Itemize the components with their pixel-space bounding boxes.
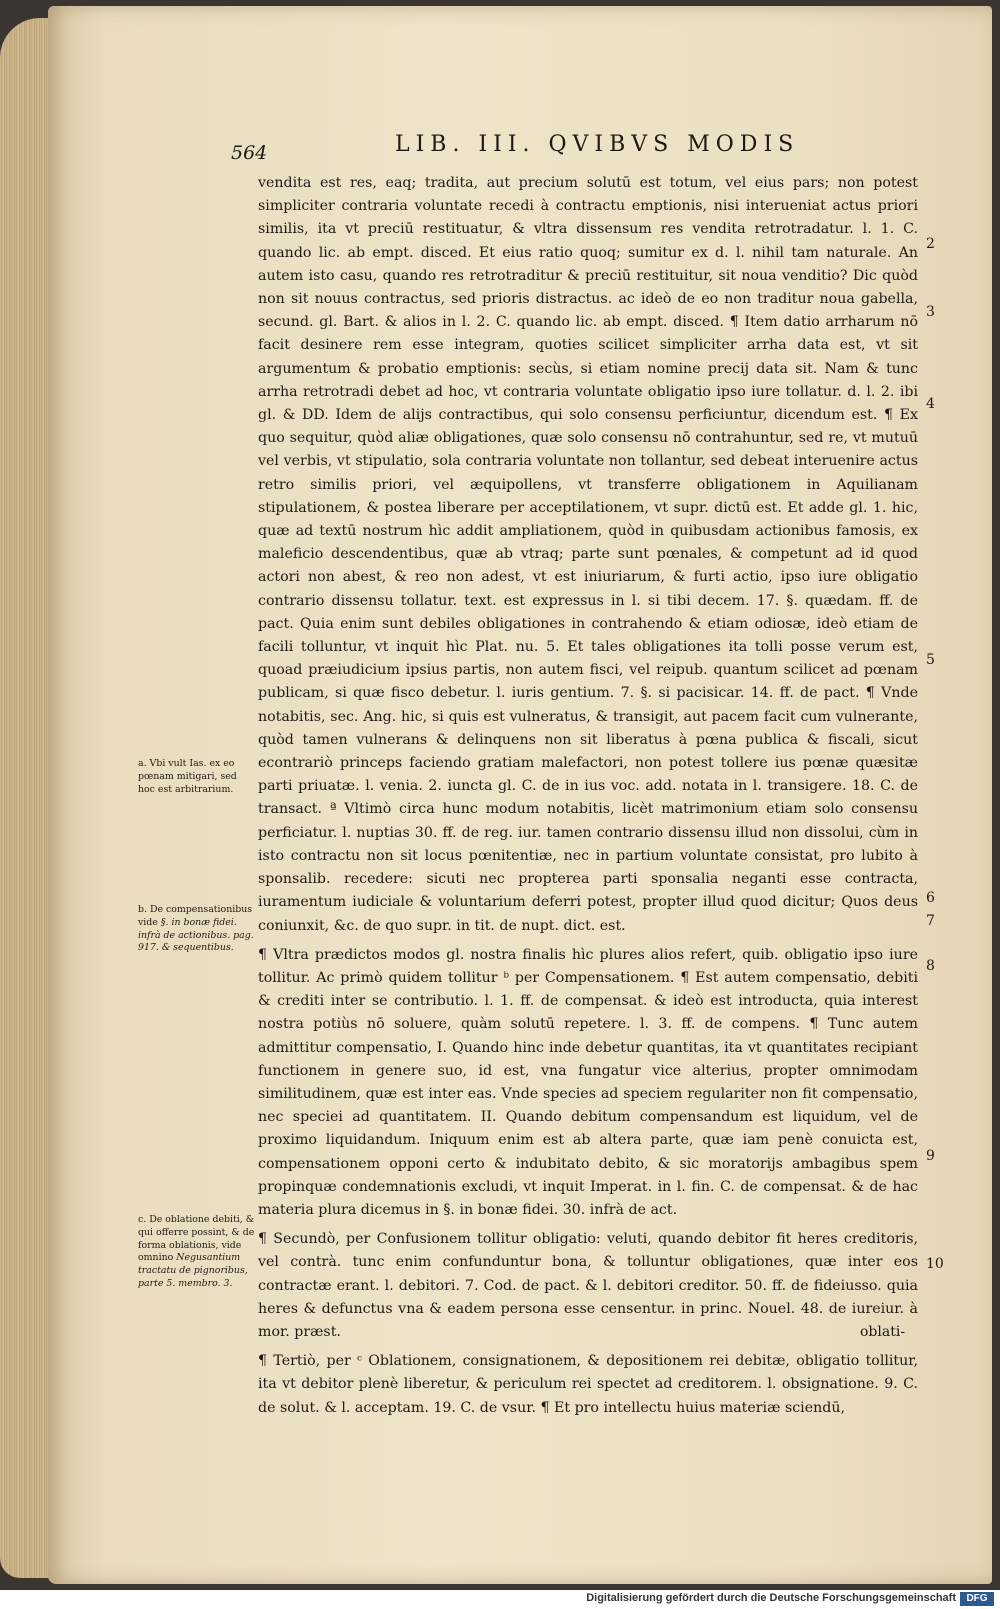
margin-number: 9: [926, 1148, 935, 1164]
margin-number: 5: [926, 652, 935, 668]
margin-number: 2: [926, 236, 935, 252]
catchword: oblati-: [860, 1324, 906, 1340]
paragraph-1: vendita est res, eaq; tradita, aut precium solutū est totum, vel eius pars; non potest simpliciter contraria voluntate recedi à contractu emptionis, nisi interueniat actus priori similis, ita vt preciū restituatur, & vltra dissensum res vendita retrotradatur. l. 1. C. quando lic. ab empt. disced. Et eius ratio quoq; sumitur ex d. l. nihil tam naturale. An autem isto casu, quando res retrotraditur & preciū restituitur, sit noua venditio? Dic quòd non sit nouus contractus, sed prioris distractus. ac ideò de eo non traditur noua gabella, secund. gl. Bart. & alios in l. 2. C. quando lic. ab empt. disced. ¶ Item datio arrharum nō facit desinere rem esse integram, quoties scilicet simpliciter arrha data est, vt sit argumentum & probatio emptionis: secùs, si etiam nomine precij data sit. Nam & tunc arrha retrotradi debet ad hoc, vt contraria voluntate obligatio ipso iure tollatur. d. l. 2. ibi gl. & DD. Idem de alijs contractibus, qui solo consensu perficiuntur, dicendum est. ¶ Ex quo sequitur, quòd aliæ obligationes, quæ solo consensu nō contrahuntur, sed re, vt mutuū vel verbis, vt stipulatio, sola contraria voluntate non tollantur, sed debeat interuenire actus retro similis priori, vel æquipollens, vt transferre obligationem in Aquilianam stipulationem, & postea liberare per acceptilationem, vt supr. dictū est. Et adde gl. 1. hic, quæ ad textū nostrum hìc addit ampliationem, quòd in quibusdam actionibus famosis, ex maleficio descendentibus, quæ ab vtraq; parte sunt pœnales, & competunt ad id quod actori non abest, & reo non adest, vt est iniuriarum, & furti actio, ipso iure obligatio contrario dissensu tollatur. text. est expressus in l. si tibi decem. 17. §. quædam. ff. de pact. Quia enim sunt debiles obligationes in contrahendo & etiam odiosæ, ideò etiam de facili tolluntur, vt inquit hìc Plat. nu. 5. Et tales obligationes ita tolli posse verum est, quoad præiudicium ipsius partis, non autem fisci, vel reipub. quantum scilicet ad pœnam publicam, si quæ fisco debetur. l. iuris gentium. 7. §. si pacisicar. 14. ff. de pact. ¶ Vnde notabitis, sec. Ang. hic, si quis est vulneratus, & transigit, aut pacem facit cum vulnerante, quòd tamen vulnerans & delinquens non sit liberatus à pœna publica & fiscali, sicut econtrariò princeps faciendo gratiam malefactori, non potest tollere ius pœnæ quæsitæ parti priuatæ. l. venia. 2. iuncta gl. C. de in ius voc. add. notata in l. transigere. 18. C. de transact. ª Vltimò circa hunc modum notabitis, licèt matrimonium etiam solo consensu perficiatur. l. nuptias 30. ff. de reg. iur. tamen contrario dissensu illud non dissolui, cùm in isto contractu non sit locus pœnitentiæ, nec in partium voluntate consistat, pro lubito à sponsalib. recedere: sicuti nec propterea parti sponsalia neganti esse contracta, iuramentum iudiciale & voluntarium deferri potest, propter illud quod dicitur; Quos deus coniunxit, &c. de quo supr. in tit. de nupt. dict. est.: [258, 175, 918, 934]
margin-note-b: b. De compensationibus vide §. in bonæ fidei. infrà de actionibus. pag. 917. & sequentibus.: [138, 904, 254, 954]
main-text: [258, 172, 918, 1426]
running-head: [225, 132, 945, 162]
digitization-footer: [0, 1590, 1000, 1609]
margin-number: 6: [926, 890, 935, 906]
margin-number: 8: [926, 958, 935, 974]
margin-number: 4: [926, 396, 935, 412]
page-number: 564: [231, 142, 268, 164]
paragraph-3: ¶ Secundò, per Confusionem tollitur obligatio: veluti, quando debitor fit heres creditoris, vel contrà. tunc enim confunduntur bona, & tolluntur obligationes, quæ inter eos contractæ erant. l. debitori. 7. Cod. de pact. & l. debitori creditor. 50. ff. de fideiusso. quia heres & defunctus vna & eadem persona esse censentur. in princ. Nouel. 48. de iureiur. à mor. præst.: [258, 1231, 918, 1340]
dfg-logo-icon: DFG: [960, 1592, 994, 1606]
margin-number: 10: [926, 1256, 944, 1272]
margin-note-c: c. De oblatione debiti, & qui offerre possint, & de forma oblationis, vide omnino Negusantium tractatu de pignoribus, parte 5. membro. 3.: [138, 1214, 255, 1289]
margin-number: 3: [926, 304, 935, 320]
running-title: LIB. III. QVIBVS MODIS: [395, 132, 800, 157]
paragraph-4: ¶ Tertiò, per ᶜ Oblationem, consignationem, & depositionem rei debitæ, obligatio tollitur, ita vt debitor plenè liberetur, & periculum rei spectet ad creditorem. l. obsignatione. 9. C. de solut. & l. acceptam. 19. C. de vsur. ¶ Et pro intellectu huius materiæ sciendū,: [258, 1353, 918, 1416]
margin-note-a: a. Vbi vult Ias. ex eo pœnam mitigari, sed hoc est arbitrarium.: [138, 758, 237, 795]
funding-credit: Digitalisierung gefördert durch die Deutsche Forschungsgemeinschaft: [586, 1592, 956, 1604]
paragraph-2: ¶ Vltra prædictos modos gl. nostra finalis hìc plures alios refert, quib. obligatio ipso iure tollitur. Ac primò quidem tollitur ᵇ per Compensationem. ¶ Est autem compensatio, debiti & crediti inter se contributio. l. 1. ff. de compensat. & ideò est introducta, quia interest nostra potiùs nō soluere, quàm solutū repetere. l. 3. ff. de compens. ¶ Tunc autem admittitur compensatio, I. Quando hinc inde debetur quantitas, ita vt quantitates recipiant functionem in genere suo, id est, vna fungatur vice alterius, propter omnimodam similitudinem, quæ est inter eas. Vnde species ad speciem regulariter non fit compensatio, nec speciei ad quantitatem. II. Quando debitum compensandum est liquidum, vel de proximo liquidandum. Iniquum enim est ab altera parte, quæ iam penè conuicta est, compensationem opponi certo & indubitato debito, & sic moratorijs ambagibus spem propinquæ condemnationis excludi, vt inquit Imperat. in l. fin. C. de compensat. & de hac materia plura dicemus in §. in bonæ fidei. 30. infrà de act.: [258, 946, 918, 1218]
margin-number: 7: [926, 913, 935, 929]
